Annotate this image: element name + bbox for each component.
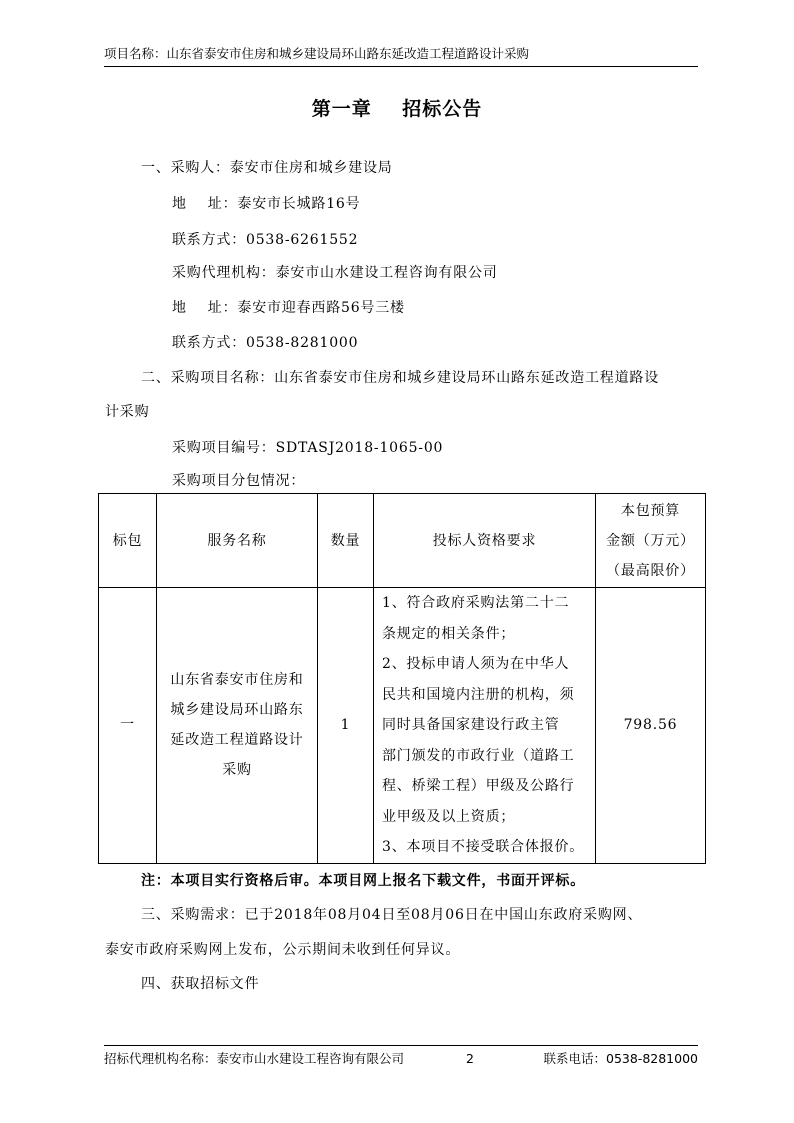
header-quantity: 数量: [318, 494, 374, 588]
footer-agency: 招标代理机构名称：泰安市山水建设工程咨询有限公司: [104, 1051, 405, 1066]
purchaser-line: 一、采购人：泰安市住房和城乡建设局: [141, 160, 393, 176]
cell-qualification: [374, 588, 596, 864]
qualification-line: 条规定的相关条件；: [382, 625, 516, 642]
header-budget: [596, 494, 706, 588]
header-project-name: 项目名称：山东省泰安市住房和城乡建设局环山路东延改造工程道路设计采购: [104, 46, 530, 61]
footer-phone: 联系电话：0538-8281000: [543, 1051, 698, 1066]
qualification-line: 民共和国境内注册的机构，须: [382, 686, 575, 703]
page-footer: [104, 1045, 698, 1068]
evaluation-note: 注：本项目实行资格后审。本项目网上报名下载文件，书面开评标。: [141, 873, 585, 889]
service-line: 城乡建设局环山路东: [170, 702, 304, 719]
header-budget-line2: 金额（万元）: [606, 532, 695, 549]
package-table: [98, 493, 706, 864]
purchaser-address: 地 址：泰安市长城路16号: [172, 196, 361, 212]
service-line: 山东省泰安市住房和: [170, 672, 304, 689]
agency-line: 采购代理机构：泰安市山水建设工程咨询有限公司: [172, 265, 498, 281]
qualification-line: 同时具备国家建设行政主管: [382, 717, 560, 733]
header-package: 标包: [99, 494, 157, 588]
qualification-line: 3、本项目不接受联合体报价。: [382, 839, 585, 855]
table-row: [99, 588, 706, 864]
service-line: 采购: [222, 762, 252, 779]
cell-budget: 798.56: [596, 588, 706, 864]
header-budget-line3: （最高限价）: [606, 562, 695, 579]
service-line: 延改造工程道路设计: [170, 732, 304, 749]
qualification-line: 2、投标申请人须为在中华人: [382, 656, 570, 672]
cell-quantity: 1: [318, 588, 374, 864]
header-service: 服务名称: [157, 494, 318, 588]
qualification-line: 部门颁发的市政行业（道路工: [382, 747, 575, 764]
header-qualification: 投标人资格要求: [374, 494, 596, 588]
purchaser-contact: 联系方式：0538-6261552: [172, 232, 359, 248]
package-intro: 采购项目分包情况：: [172, 473, 306, 489]
table-header-row: [99, 494, 706, 588]
agency-contact: 联系方式：0538-8281000: [172, 335, 359, 351]
chapter-title: 第一章 招标公告: [311, 98, 483, 120]
section3-line1: 三、采购需求：已于2018年08月04日至08月06日在中国山东政府采购网、: [141, 907, 643, 923]
section3-line2: 泰安市政府采购网上发布，公示期间未收到任何异议。: [105, 942, 461, 958]
section4-heading: 四、获取招标文件: [141, 976, 260, 992]
qualification-line: 业甲级及以上资质；: [382, 808, 516, 825]
qualification-line: 1、符合政府采购法第二十二: [382, 595, 570, 611]
qualification-line: 程、桥梁工程）甲级及公路行: [382, 778, 575, 794]
cell-service: [157, 588, 318, 864]
project-number: 采购项目编号：SDTASJ2018-1065-00: [172, 440, 444, 456]
page-header: [104, 44, 698, 67]
header-budget-line1: 本包预算: [620, 502, 681, 519]
page-number: 2: [466, 1051, 474, 1066]
project-name-line1: 二、采购项目名称：山东省泰安市住房和城乡建设局环山路东延改造工程道路设: [141, 370, 659, 386]
project-name-line2: 计采购: [105, 404, 150, 420]
cell-package: 一: [99, 588, 157, 864]
agency-address: 地 址：泰安市迎春西路56号三楼: [172, 300, 405, 316]
